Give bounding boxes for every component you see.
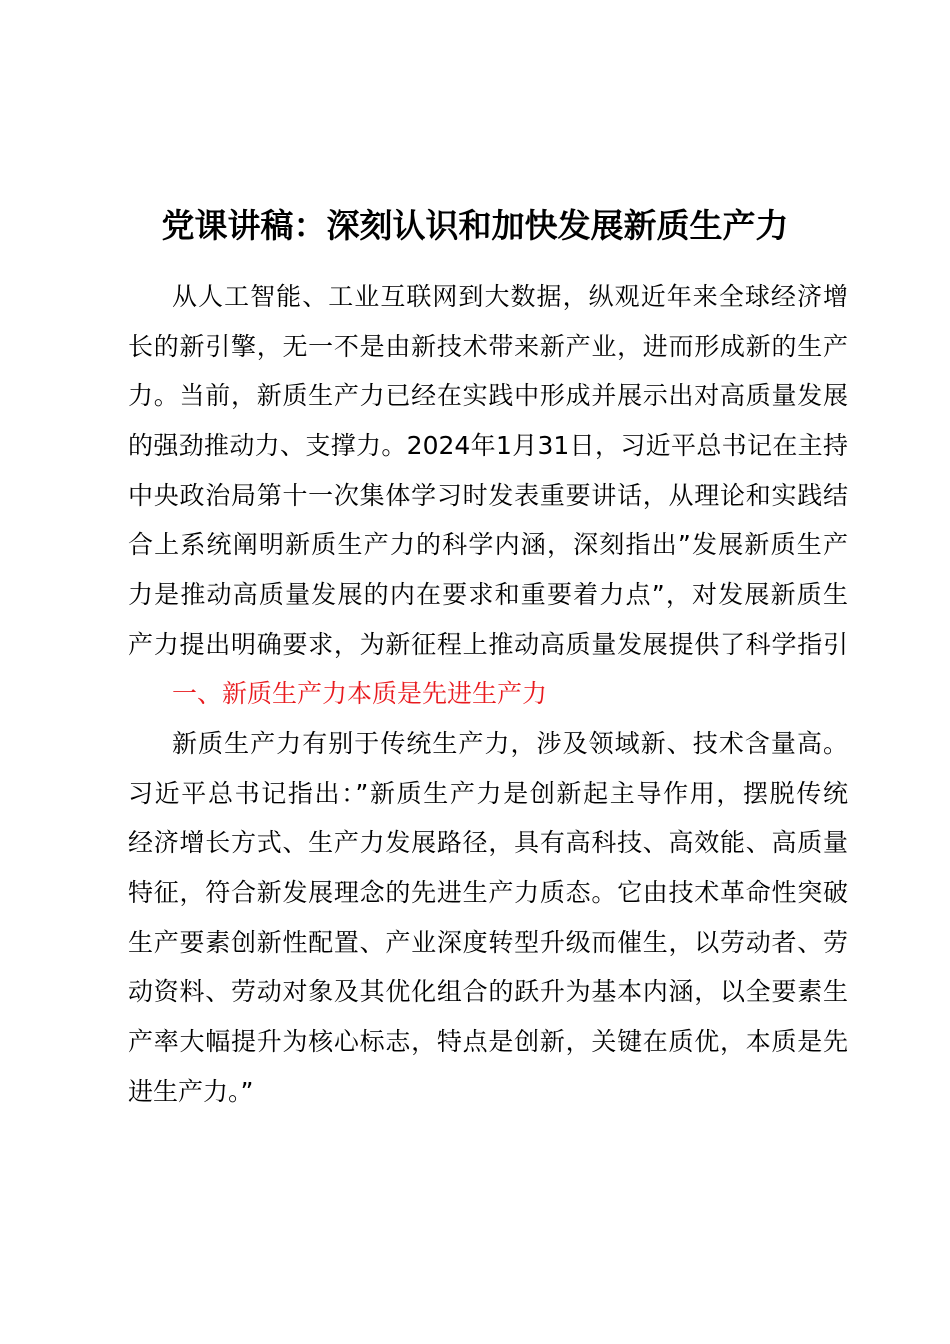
paragraph-line: 的强劲推动力、支撑力。2024年1月31日，习近平总书记在主持 (128, 431, 848, 461)
document-title: 党课讲稿：深刻认识和加快发展新质生产力 (161, 206, 789, 245)
paragraph-line: 从人工智能、工业互联网到大数据，纵观近年来全球经济增 (172, 282, 848, 311)
paragraph-line: 合上系统阐明新质生产力的科学内涵，深刻指出”发展新质生产 (128, 530, 848, 560)
paragraph-line: 进生产力。” (128, 1076, 254, 1106)
paragraph-line: 经济增长方式、生产力发展路径，具有高科技、高效能、高质量 (128, 828, 848, 858)
paragraph-line: 习近平总书记指出：”新质生产力是创新起主导作用，摆脱传统 (128, 778, 848, 808)
paragraph-line: 生产要素创新性配置、产业深度转型升级而催生，以劳动者、劳 (128, 927, 848, 957)
paragraph-line: 动资料、劳动对象及其优化组合的跃升为基本内涵，以全要素生 (128, 977, 848, 1007)
paragraph-intro (128, 272, 848, 670)
paragraph-line: 特征，符合新发展理念的先进生产力质态。它由技术革命性突破 (128, 878, 848, 908)
paragraph-line: 产力提出明确要求，为新征程上推动高质量发展提供了科学指引 (128, 629, 848, 659)
paragraph-line: 产率大幅提升为核心标志，特点是创新，关键在质优，本质是先 (128, 1027, 848, 1057)
paragraph-line: 力是推动高质量发展的内在要求和重要着力点”，对发展新质生 (128, 580, 848, 610)
paragraph-line: 中央政治局第十一次集体学习时发表重要讲话，从理论和实践结 (128, 480, 848, 510)
paragraph-line: 新质生产力有别于传统生产力，涉及领域新、技术含量高。 (172, 729, 848, 758)
paragraph-line: 力。当前，新质生产力已经在实践中形成并展示出对高质量发展 (128, 381, 848, 411)
paragraph-line: 长的新引擎，无一不是由新技术带来新产业，进而形成新的生产 (128, 331, 848, 361)
paragraph-section-one (128, 719, 848, 1117)
section-heading: 一、新质生产力本质是先进生产力 (172, 679, 548, 708)
section-heading-block (128, 669, 848, 719)
